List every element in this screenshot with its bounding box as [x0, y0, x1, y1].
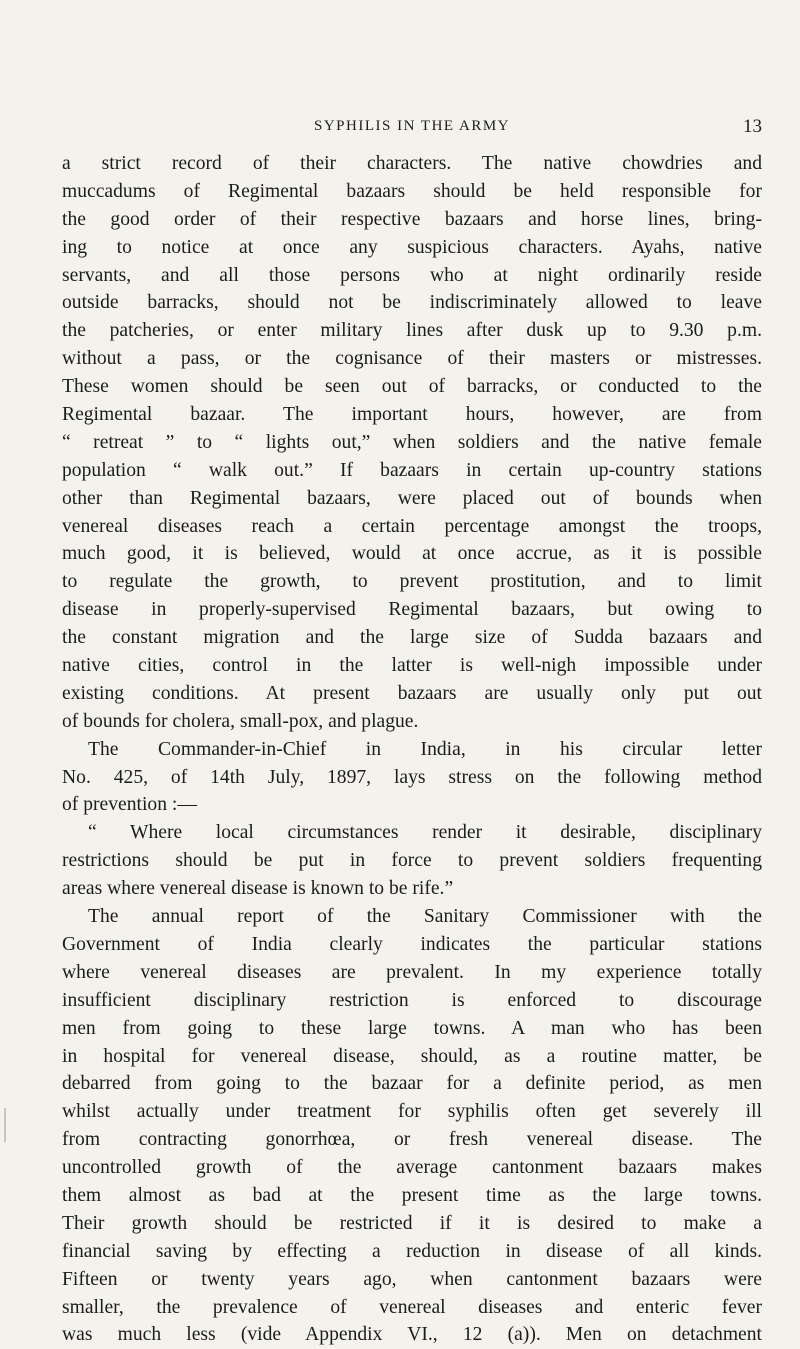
text-line: ing to notice at once any suspicious characters. Ayahs, native [62, 236, 762, 258]
text-line: the patcheries, or enter military lines after dusk up to 9.30 p.m. [62, 320, 762, 342]
text-line: “ Where local circumstances render it desirable, disciplinary [88, 822, 762, 844]
text-line: restrictions should be put in force to prevent soldiers frequenting [62, 850, 762, 872]
text-line: in hospital for venereal disease, should, as a routine matter, be [62, 1045, 762, 1067]
text-line: was much less (vide Appendix VI., 12 (a)). Men on detachment [62, 1324, 762, 1346]
text-line: “ retreat ” to “ lights out,” when soldiers and the native female [62, 431, 762, 453]
text-line: men from going to these large towns. A man who has been [62, 1017, 762, 1039]
text-line: No. 425, of 14th July, 1897, lays stress on the following method [62, 766, 762, 788]
text-line: existing conditions. At present bazaars are usually only put out [62, 682, 762, 704]
text-line: the constant migration and the large size of Sudda bazaars and [62, 627, 762, 649]
text-line: other than Regimental bazaars, were placed out of bounds when [62, 487, 762, 509]
text-line: whilst actually under treatment for syphilis often get severely ill [62, 1101, 762, 1123]
text-line: population “ walk out.” If bazaars in certain up-country stations [62, 459, 762, 481]
text-line: venereal diseases reach a certain percentage amongst the troops, [62, 515, 762, 537]
text-line: areas where venereal disease is known to be rife.” [62, 878, 454, 900]
text-line: servants, and all those persons who at night ordinarily reside [62, 264, 762, 286]
text-line: the good order of their respective bazaars and horse lines, bring- [62, 208, 762, 230]
text-line: These women should be seen out of barracks, or conducted to the [62, 376, 762, 398]
text-line: them almost as bad at the present time as the large towns. [62, 1184, 762, 1206]
text-line: outside barracks, should not be indiscriminately allowed to leave [62, 292, 762, 314]
text-line: a strict record of their characters. The native chowdries and [62, 153, 762, 174]
page-edge-mark [4, 1108, 6, 1142]
text-line: muccadums of Regimental bazaars should be held responsible for [62, 180, 762, 202]
text-line: of prevention :— [62, 794, 197, 816]
text-line: Fifteen or twenty years ago, when cantonment bazaars were [62, 1268, 762, 1290]
text-line: much good, it is believed, would at once accrue, as it is possible [62, 543, 762, 565]
text-line: from contracting gonorrhœa, or fresh venereal disease. The [62, 1129, 762, 1151]
page-header [62, 118, 762, 144]
text-line: native cities, control in the latter is well-nigh impossible under [62, 655, 762, 677]
text-line: smaller, the prevalence of venereal diseases and enteric fever [62, 1296, 762, 1318]
text-line: The Commander-in-Chief in India, in his circular letter [88, 738, 762, 760]
text-line: financial saving by effecting a reduction in disease of all kinds. [62, 1240, 762, 1262]
text-line: disease in properly-supervised Regimental bazaars, but owing to [62, 599, 762, 621]
text-line: debarred from going to the bazaar for a definite period, as men [62, 1073, 762, 1095]
text-line: Regimental bazaar. The important hours, however, are from [62, 404, 762, 426]
text-line: insufficient disciplinary restriction is enforced to discourage [62, 989, 762, 1011]
text-line: without a pass, or the cognisance of their masters or mistresses. [62, 348, 762, 370]
text-line: of bounds for cholera, small-pox, and plague. [62, 710, 419, 732]
text-line: Their growth should be restricted if it is desired to make a [62, 1212, 762, 1234]
text-line: The annual report of the Sanitary Commissioner with the [88, 906, 762, 928]
page-number: 13 [743, 116, 762, 137]
text-line: to regulate the growth, to prevent prostitution, and to limit [62, 571, 762, 593]
running-title: SYPHILIS IN THE ARMY [314, 118, 510, 134]
text-line: Government of India clearly indicates the particular stations [62, 933, 762, 955]
text-line: uncontrolled growth of the average cantonment bazaars makes [62, 1157, 762, 1179]
body-text [62, 150, 762, 1349]
text-line: where venereal diseases are prevalent. In my experience totally [62, 961, 762, 983]
